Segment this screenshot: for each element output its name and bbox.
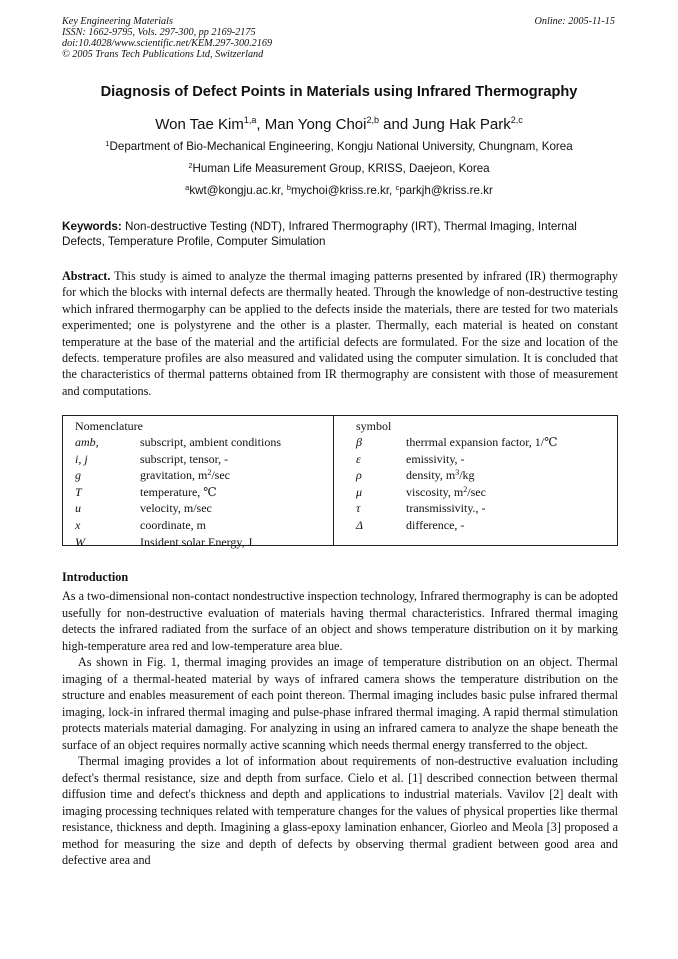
affiliation-1: [0, 140, 678, 153]
affiliation-sup: 2: [188, 161, 193, 170]
nomenclature-symbol: x: [75, 517, 81, 532]
affiliation-text: Human Life Measurement Group, KRISS, Daejeon, Korea: [192, 162, 490, 175]
online-date: Online: 2005-11-15: [534, 16, 615, 27]
section-heading: Introduction: [62, 570, 129, 584]
symbol-desc: density, $m^3/kg$: [406, 468, 475, 483]
nomenclature-symbol: u: [75, 501, 81, 516]
author-list: [0, 116, 678, 133]
author-name: Won Tae Kim: [155, 116, 244, 133]
author-name: Man Yong Choi: [264, 116, 367, 133]
nomenclature-symbol: T: [75, 484, 82, 499]
nomenclature-symbol: amb,: [75, 435, 99, 449]
paper-title: Diagnosis of Defect Points in Materials using Infrared Thermography: [100, 84, 578, 100]
body-paragraph: Thermal imaging provides a lot of information about requirements of non-destructive evaluation including defect's thermal resistance, size and depth from surface. Cielo et al. [1] described connection between thermal diffusion time and defect's thickness and depth and applications to industrial materials. Vavilov [2] dealt with imaging processing techniques related with temperature changes for the values of physical properties like thermal resistance, thickness and depth. Imagining a glass-epoxy lamination enhancer, Giorleo and Meola [3] proposed a method for measuring the size and depth of defects by observing thermal gradient between good area and defective area and: [62, 754, 618, 867]
journal-name: Key Engineering Materials: [62, 16, 173, 27]
symbol-row: [356, 451, 616, 468]
nomenclature-desc: subscript, tensor, -: [140, 451, 229, 466]
nomenclature-column: [75, 418, 330, 550]
symbol-row: [356, 500, 616, 517]
keywords-text: Non-destructive Testing (NDT), Infrared Thermography (IRT), Thermal Imaging, Internal Defects, Temperature Profile, Computer Simulation: [62, 220, 577, 248]
nomenclature-row: [75, 484, 330, 501]
body-paragraph: As a two-dimensional non-contact nondestructive inspection technology, Infrared thermography is can be adopted usefully for non-destructive evaluation of materials having thermal characteristics. Infrared thermal imaging detects the infrared radiated from the surface of an object and shows temperature distribution on it by marking high-temperature area red and low-temperature area blue.: [62, 589, 618, 653]
nomenclature-header: Nomenclature: [75, 419, 143, 433]
symbol-row: [356, 517, 616, 534]
introduction-section: [62, 588, 618, 869]
author-separator: and: [379, 116, 413, 133]
greek-symbol: Δ: [356, 517, 364, 532]
journal-issn: ISSN: 1662-9795, Vols. 297-300, pp 2169-2175: [62, 27, 256, 38]
abstract-label: Abstract.: [62, 269, 111, 283]
table-divider: [333, 416, 334, 545]
nomenclature-row: [75, 451, 330, 468]
email-sup: c: [395, 183, 400, 192]
author-sup: 2,b: [366, 115, 379, 125]
affiliation-sup: 1: [105, 139, 110, 148]
symbol-row: [356, 484, 616, 501]
nomenclature-symbol: W: [75, 534, 85, 549]
symbol-row: [356, 434, 616, 451]
nomenclature-row: [75, 434, 330, 451]
nomenclature-table: [62, 415, 618, 549]
nomenclature-desc: Insident solar Energy, J: [140, 534, 253, 549]
author-emails: [0, 184, 678, 197]
email-link[interactable]: mychoi@kriss.re.kr,: [290, 184, 396, 197]
greek-symbol: β: [356, 435, 362, 449]
symbol-desc: emissivity, -: [406, 451, 465, 466]
author-separator: ,: [256, 116, 265, 133]
body-paragraph: As shown in Fig. 1, thermal imaging provides an image of temperature distribution on an object. Thermal imaging of a thermal-heated material by ways of infrared camera shows the temperature distribution on the structure and enables measurement of each point thereon. Thermal imaging includes basic pulse infrared thermal imaging, lock-in infrared thermal imaging and pulse-phase infrared thermal imaging. A rapid thermal stimulation protects materials material damaging. For analyzing in using an infrared camera to analyze the shape beneath the surface of an object requires normally active scanning which needs thermal energy transferred to the object.: [62, 655, 618, 752]
email-link[interactable]: kwt@kongju.ac.kr,: [189, 184, 287, 197]
abstract-text: This study is aimed to analyze the thermal imaging patterns presented by infrared (IR) thermography for which the blocks with internal defects are thermally heated. Through the knowledge of non-destructive testing which infrared thermogarphy can be applied to the defects inside the materials, there are tested for two materials experimented; one is polystyrene and the other is a plaster. Thermally, each material is heated on constant temperature at the base of the material and the artificial defects are formulated. For the size and location of the defects. temperature profiles are also measured and validated using the computer simulation. It is concluded that the characteristics of thermal patterns obtained from IR thermography are consistent with those of measurement and computations.: [62, 269, 618, 398]
affiliation-2: [0, 162, 678, 175]
author-sup: 1,a: [243, 115, 257, 125]
nomenclature-desc: velocity, m/sec: [140, 501, 212, 516]
greek-symbol: τ: [356, 501, 361, 516]
greek-symbol: μ: [356, 484, 363, 499]
nomenclature-desc: subscript, ambient conditions: [140, 435, 281, 449]
keywords: [62, 219, 618, 249]
email-link[interactable]: parkjh@kriss.re.kr: [399, 184, 493, 197]
nomenclature-desc: coordinate, m: [140, 517, 206, 532]
keywords-label: Keywords:: [62, 220, 122, 233]
symbol-desc: transmissivity., -: [406, 501, 486, 516]
symbol-desc: viscosity, $m^2/\sec$: [406, 484, 486, 499]
nomenclature-symbol: g: [75, 468, 81, 483]
nomenclature-row: [75, 534, 330, 551]
journal-header: [62, 16, 272, 60]
journal-copyright: © 2005 Trans Tech Publications Ltd, Switzerland: [62, 49, 264, 60]
symbol-row: [356, 467, 616, 484]
abstract: [62, 268, 618, 399]
nomenclature-desc: gravitation, $m^2/\sec$: [140, 468, 230, 483]
symbol-desc: difference, -: [406, 517, 465, 532]
nomenclature-row: [75, 467, 330, 484]
nomenclature-row: [75, 500, 330, 517]
symbol-column: [356, 418, 616, 534]
affiliation-text: Department of Bio-Mechanical Engineering, Kongju National University, Chungnam, Korea: [109, 140, 573, 153]
symbol-desc: therrmal expansion factor, 1/℃: [406, 435, 558, 449]
author-name: Jung Hak Park: [412, 116, 511, 133]
journal-doi[interactable]: doi:10.4028/www.scientific.net/KEM.297-300.2169: [62, 38, 273, 49]
email-sup: a: [185, 183, 190, 192]
author-sup: 2,c: [510, 115, 523, 125]
greek-symbol: ρ: [356, 468, 362, 483]
symbol-header: symbol: [356, 419, 392, 433]
greek-symbol: ε: [356, 451, 361, 466]
nomenclature-symbol: i, j: [75, 451, 88, 466]
nomenclature-row: [75, 517, 330, 534]
email-sup: b: [286, 183, 291, 192]
nomenclature-desc: temperature, ℃: [140, 484, 217, 499]
